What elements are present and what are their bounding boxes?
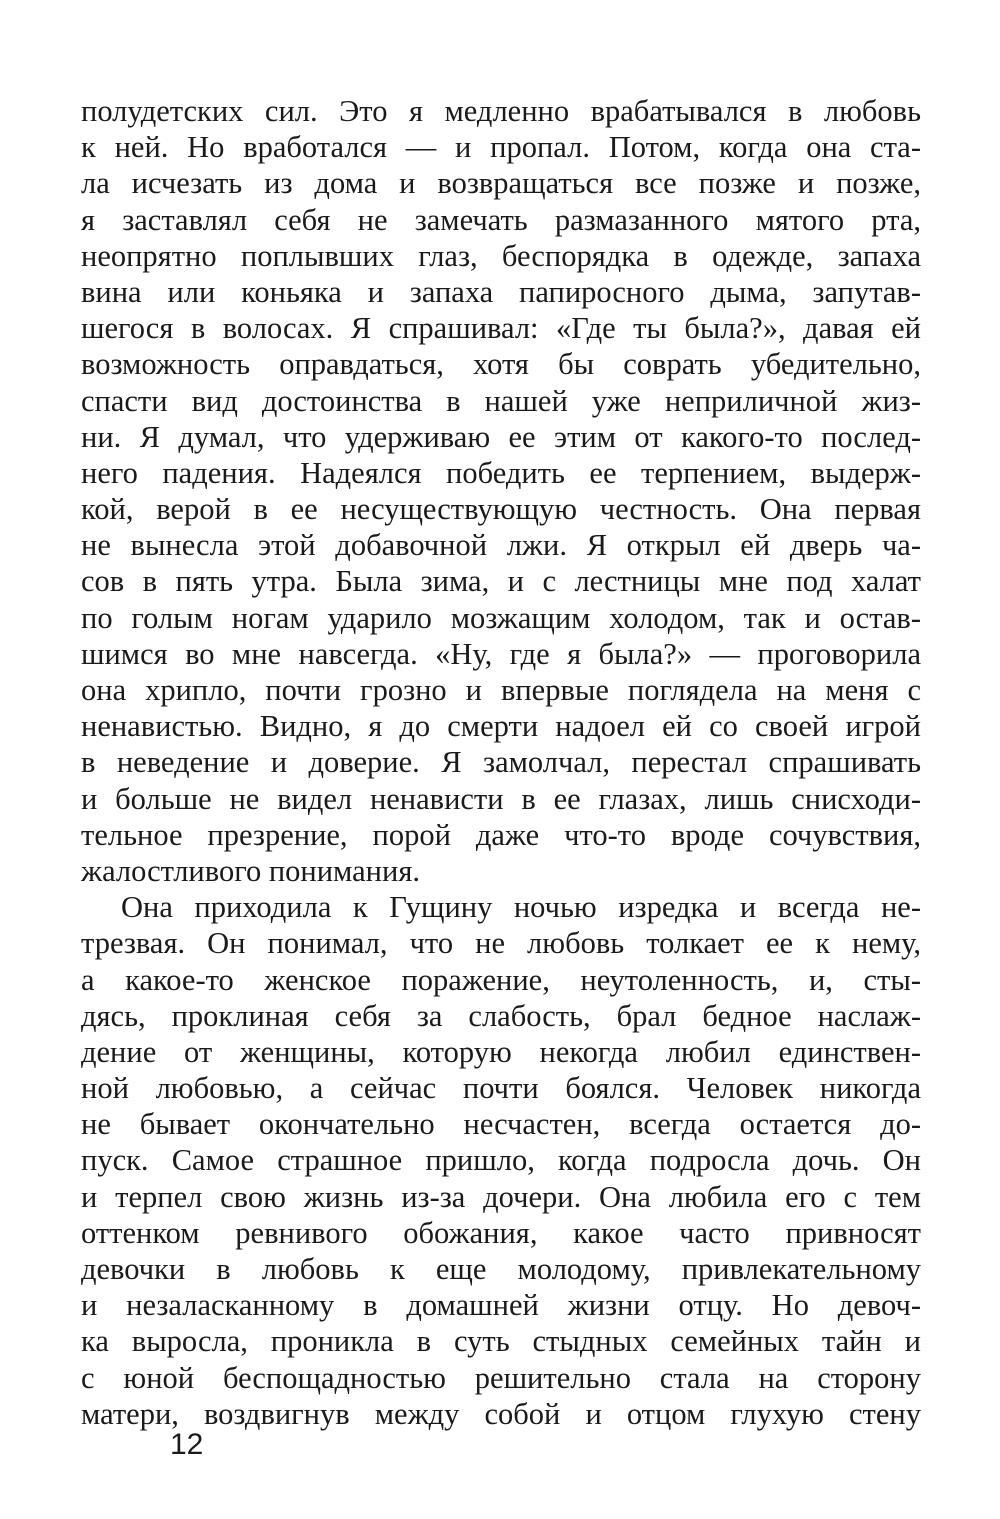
text-line: шимся во мне навсегда. «Ну, где я была?» — проговорила (81, 636, 921, 671)
text-line: и терпел свою жизнь из-за дочери. Она любила его с тем (81, 1179, 921, 1214)
text-line: жалостливого понимания. (81, 853, 420, 888)
text-line: спасти вид достоинства в нашей уже неприличной жиз- (81, 383, 921, 418)
text-line: ка выросла, проникла в суть стыдных семейных тайн и (81, 1324, 921, 1359)
paragraph (81, 93, 921, 889)
text-line: а какое-то женское поражение, неутоленность, и, сты- (81, 962, 921, 997)
text-line: ненавистью. Видно, я до смерти надоел ей со своей игрой (81, 709, 921, 744)
text-line: дясь, проклиная себя за слабость, брал бедное наслаж- (81, 998, 921, 1033)
text-line: матери, воздвигнув между собой и отцом глухую стену (81, 1396, 921, 1431)
text-line: возможность оправдаться, хотя бы соврать убедительно, (81, 347, 921, 382)
text-line: вина или коньяка и запаха папиросного дыма, запутав- (81, 274, 921, 309)
text-line: Она приходила к Гущину ночью изредка и всегда не- (121, 890, 921, 925)
text-line: пуск. Самое страшное пришло, когда подросла дочь. Он (81, 1143, 921, 1178)
text-line: она хрипло, почти грозно и впервые поглядела на меня с (81, 673, 921, 707)
text-line: и больше не видел ненависти в ее глазах, лишь снисходи- (81, 781, 921, 816)
text-line: полудетских сил. Это я медленно врабатывался в любовь (81, 94, 921, 128)
body-text (81, 93, 921, 1432)
text-line: сов в пять утра. Была зима, и с лестницы мне под халат (81, 564, 921, 599)
text-line: оттенком ревнивого обожания, какое часто привносят (81, 1215, 921, 1250)
text-line: я заставлял себя не замечать размазанного мятого рта, (81, 202, 921, 237)
text-line: ни. Я думал, что удерживаю ее этим от какого-то послед- (81, 419, 921, 454)
text-line: дение от женщины, которую некогда любил единствен- (81, 1034, 921, 1069)
paragraph (81, 889, 921, 1432)
text-line: с юной беспощадностью решительно стала на сторону (81, 1360, 921, 1395)
text-line: ла исчезать из дома и возвращаться все позже и позже, (81, 166, 921, 201)
text-line: к ней. Но вработался — и пропал. Потом, когда она ста- (81, 130, 921, 165)
text-line: кой, верой в ее несуществующую честность. Она первая (81, 492, 921, 527)
text-line: шегося в волосах. Я спрашивал: «Где ты была?», давая ей (81, 311, 921, 346)
text-line: трезвая. Он понимал, что не любовь толкает ее к нему, (81, 926, 921, 961)
page-number: 12 (170, 1428, 204, 1461)
text-line: девочки в любовь к еще молодому, привлекательному (81, 1252, 921, 1286)
text-line: по голым ногам ударило мозжащим холодом, так и остав- (81, 600, 921, 635)
text-line: тельное презрение, порой даже что-то вроде сочувствия, (81, 817, 921, 852)
text-line: ной любовью, а сейчас почти боялся. Человек никогда (81, 1071, 921, 1106)
text-line: неопрятно поплывших глаз, беспорядка в одежде, запаха (81, 238, 921, 273)
text-line: не вынесла этой добавочной лжи. Я открыл ей дверь ча- (81, 528, 921, 563)
text-line: не бывает окончательно несчастен, всегда остается до- (81, 1107, 921, 1142)
text-line: в неведение и доверие. Я замолчал, перестал спрашивать (81, 745, 921, 780)
text-line: и незаласканному в домашней жизни отцу. Но девоч- (81, 1288, 921, 1323)
text-line: него падения. Надеялся победить ее терпением, выдерж- (81, 455, 921, 490)
